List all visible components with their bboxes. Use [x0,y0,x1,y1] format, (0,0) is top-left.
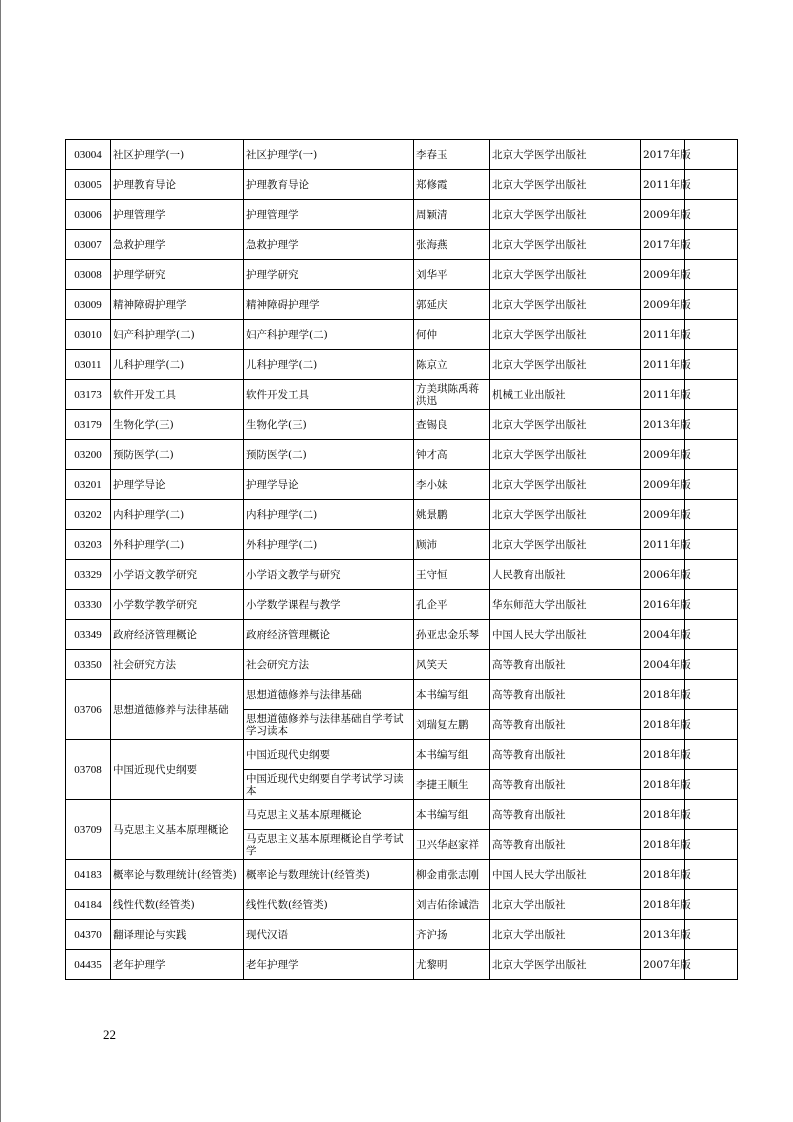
edition-cell: 2009年版 [641,500,685,530]
author-cell: 陈京立 [414,350,490,380]
course-name-cell: 思想道德修养与法律基础 [111,680,244,740]
edition-cell: 2018年版 [641,860,685,890]
author-cell: 刘吉佑徐诚浩 [414,890,490,920]
textbook-title-cell: 马克思主义基本原理概论 [244,800,414,830]
table-row [66,800,738,830]
author-cell: 顾沛 [414,530,490,560]
publisher-cell: 北京大学医学出版社 [490,290,641,320]
table-row [66,410,738,440]
course-code-cell: 03010 [66,320,111,350]
publisher-cell: 华东师范大学出版社 [490,590,641,620]
course-name-cell: 社区护理学(一) [111,140,244,170]
author-cell: 柳金甫张志刚 [414,860,490,890]
publisher-cell: 中国人民大学出版社 [490,620,641,650]
course-code-cell: 03202 [66,500,111,530]
course-name-cell: 政府经济管理概论 [111,620,244,650]
publisher-cell: 北京大学医学出版社 [490,470,641,500]
textbook-title-cell: 妇产科护理学(二) [244,320,414,350]
course-name-cell: 社会研究方法 [111,650,244,680]
textbook-title-cell: 中国近现代史纲要 [244,740,414,770]
course-code-cell: 03709 [66,800,111,860]
remarks-cell [685,500,738,530]
course-code-cell: 03708 [66,740,111,800]
course-code-cell: 03009 [66,290,111,320]
author-cell: 何仲 [414,320,490,350]
edition-cell: 2013年版 [641,410,685,440]
course-code-cell: 03008 [66,260,111,290]
textbook-title-cell: 老年护理学 [244,950,414,980]
edition-cell: 2016年版 [641,590,685,620]
edition-cell: 2004年版 [641,620,685,650]
course-name-cell: 内科护理学(二) [111,500,244,530]
author-cell: 孙亚忠金乐琴 [414,620,490,650]
textbook-title-cell: 儿科护理学(二) [244,350,414,380]
course-code-cell: 03007 [66,230,111,260]
author-cell: 王守恒 [414,560,490,590]
textbook-title-cell: 概率论与数理统计(经管类) [244,860,414,890]
publisher-cell: 高等教育出版社 [490,680,641,710]
edition-cell: 2011年版 [641,530,685,560]
remarks-cell [685,170,738,200]
author-cell: 张海燕 [414,230,490,260]
textbook-title-cell: 小学数学课程与教学 [244,590,414,620]
remarks-cell [685,770,738,800]
publisher-cell: 北京大学医学出版社 [490,230,641,260]
textbook-title-cell: 护理学研究 [244,260,414,290]
table-row [66,650,738,680]
publisher-cell: 北京大学医学出版社 [490,170,641,200]
course-name-cell: 精神障碍护理学 [111,290,244,320]
course-name-cell: 线性代数(经管类) [111,890,244,920]
publisher-cell: 高等教育出版社 [490,650,641,680]
table-row [66,440,738,470]
textbook-title-cell: 护理管理学 [244,200,414,230]
remarks-cell [685,740,738,770]
textbook-title-cell: 内科护理学(二) [244,500,414,530]
table-row [66,620,738,650]
author-cell: 卫兴华赵家祥 [414,830,490,860]
table-row [66,950,738,980]
course-code-cell: 03330 [66,590,111,620]
publisher-cell: 高等教育出版社 [490,740,641,770]
edition-cell: 2009年版 [641,200,685,230]
remarks-cell [685,230,738,260]
course-name-cell: 儿科护理学(二) [111,350,244,380]
table-row [66,590,738,620]
edition-cell: 2009年版 [641,440,685,470]
course-name-cell: 小学数学教学研究 [111,590,244,620]
course-code-cell: 03011 [66,350,111,380]
course-name-cell: 妇产科护理学(二) [111,320,244,350]
author-cell: 钟才高 [414,440,490,470]
course-name-cell: 生物化学(三) [111,410,244,440]
course-name-cell: 中国近现代史纲要 [111,740,244,800]
author-cell: 齐沪扬 [414,920,490,950]
table-row [66,200,738,230]
table-row [66,740,738,770]
publisher-cell: 北京大学出版社 [490,890,641,920]
author-cell: 本书编写组 [414,740,490,770]
table-body [66,140,738,980]
course-code-cell: 04370 [66,920,111,950]
remarks-cell [685,860,738,890]
remarks-cell [685,350,738,380]
textbook-title-cell: 思想道德修养与法律基础自学考试学习读本 [244,710,414,740]
course-name-cell: 预防医学(二) [111,440,244,470]
course-name-cell: 翻译理论与实践 [111,920,244,950]
course-name-cell: 急救护理学 [111,230,244,260]
course-code-cell: 04184 [66,890,111,920]
table-row [66,350,738,380]
publisher-cell: 人民教育出版社 [490,560,641,590]
remarks-cell [685,380,738,410]
publisher-cell: 北京大学医学出版社 [490,320,641,350]
remarks-cell [685,140,738,170]
publisher-cell: 高等教育出版社 [490,830,641,860]
remarks-cell [685,650,738,680]
course-name-cell: 护理学研究 [111,260,244,290]
course-code-cell: 03179 [66,410,111,440]
course-code-cell: 03350 [66,650,111,680]
edition-cell: 2017年版 [641,230,685,260]
remarks-cell [685,830,738,860]
edition-cell: 2009年版 [641,290,685,320]
publisher-cell: 北京大学医学出版社 [490,140,641,170]
course-name-cell: 小学语文教学研究 [111,560,244,590]
textbook-title-cell: 社区护理学(一) [244,140,414,170]
table-row [66,140,738,170]
edition-cell: 2011年版 [641,350,685,380]
publisher-cell: 北京大学医学出版社 [490,440,641,470]
author-cell: 本书编写组 [414,800,490,830]
edition-cell: 2004年版 [641,650,685,680]
textbook-title-cell: 线性代数(经管类) [244,890,414,920]
page-number: 22 [103,1027,116,1042]
remarks-cell [685,560,738,590]
course-code-cell: 03203 [66,530,111,560]
edition-cell: 2013年版 [641,920,685,950]
course-name-cell: 外科护理学(二) [111,530,244,560]
author-cell: 方美琪陈禹蒋洪迅 [414,380,490,410]
publisher-cell: 北京大学医学出版社 [490,350,641,380]
edition-cell: 2006年版 [641,560,685,590]
publisher-cell: 北京大学医学出版社 [490,200,641,230]
remarks-cell [685,260,738,290]
textbook-title-cell: 护理学导论 [244,470,414,500]
course-name-cell: 概率论与数理统计(经管类) [111,860,244,890]
table-row [66,530,738,560]
course-code-cell: 04183 [66,860,111,890]
remarks-cell [685,590,738,620]
table-row [66,860,738,890]
course-name-cell: 马克思主义基本原理概论 [111,800,244,860]
remarks-cell [685,470,738,500]
table-row [66,890,738,920]
course-code-cell: 03005 [66,170,111,200]
course-name-cell: 软件开发工具 [111,380,244,410]
author-cell: 郑修霞 [414,170,490,200]
textbook-title-cell: 软件开发工具 [244,380,414,410]
publisher-cell: 北京大学医学出版社 [490,950,641,980]
remarks-cell [685,920,738,950]
publisher-cell: 高等教育出版社 [490,770,641,800]
course-code-cell: 03006 [66,200,111,230]
course-code-cell: 04435 [66,950,111,980]
edition-cell: 2007年版 [641,950,685,980]
textbook-table [65,139,738,980]
publisher-cell: 北京大学医学出版社 [490,410,641,440]
course-name-cell: 老年护理学 [111,950,244,980]
textbook-title-cell: 护理教育导论 [244,170,414,200]
publisher-cell: 高等教育出版社 [490,800,641,830]
author-cell: 李春玉 [414,140,490,170]
edition-cell: 2018年版 [641,710,685,740]
table-row [66,500,738,530]
course-code-cell: 03173 [66,380,111,410]
textbook-title-cell: 精神障碍护理学 [244,290,414,320]
textbook-title-cell: 中国近现代史纲要自学考试学习读本 [244,770,414,800]
edition-cell: 2011年版 [641,380,685,410]
table-row [66,560,738,590]
course-name-cell: 护理学导论 [111,470,244,500]
author-cell: 刘瑞复左鹏 [414,710,490,740]
edition-cell: 2011年版 [641,170,685,200]
publisher-cell: 北京大学医学出版社 [490,260,641,290]
course-code-cell: 03329 [66,560,111,590]
remarks-cell [685,710,738,740]
author-cell: 本书编写组 [414,680,490,710]
author-cell: 李捷王顺生 [414,770,490,800]
author-cell: 李小妹 [414,470,490,500]
publisher-cell: 机械工业出版社 [490,380,641,410]
author-cell: 尤黎明 [414,950,490,980]
edition-cell: 2009年版 [641,470,685,500]
edition-cell: 2018年版 [641,680,685,710]
textbook-title-cell: 政府经济管理概论 [244,620,414,650]
table-row [66,170,738,200]
course-name-cell: 护理管理学 [111,200,244,230]
table-row [66,230,738,260]
remarks-cell [685,620,738,650]
course-code-cell: 03200 [66,440,111,470]
remarks-cell [685,890,738,920]
remarks-cell [685,410,738,440]
edition-cell: 2018年版 [641,890,685,920]
table-row [66,470,738,500]
author-cell: 风笑天 [414,650,490,680]
author-cell: 郭延庆 [414,290,490,320]
edition-cell: 2018年版 [641,740,685,770]
author-cell: 刘华平 [414,260,490,290]
publisher-cell: 中国人民大学出版社 [490,860,641,890]
textbook-title-cell: 社会研究方法 [244,650,414,680]
textbook-title-cell: 急救护理学 [244,230,414,260]
author-cell: 周颖清 [414,200,490,230]
remarks-cell [685,320,738,350]
course-code-cell: 03706 [66,680,111,740]
textbook-title-cell: 小学语文教学与研究 [244,560,414,590]
publisher-cell: 北京大学出版社 [490,920,641,950]
author-cell: 孔企平 [414,590,490,620]
textbook-title-cell: 生物化学(三) [244,410,414,440]
textbook-title-cell: 预防医学(二) [244,440,414,470]
course-code-cell: 03201 [66,470,111,500]
textbook-title-cell: 现代汉语 [244,920,414,950]
table-row [66,680,738,710]
course-name-cell: 护理教育导论 [111,170,244,200]
course-code-cell: 03004 [66,140,111,170]
table-row [66,920,738,950]
remarks-cell [685,680,738,710]
table-row [66,380,738,410]
edition-cell: 2011年版 [641,320,685,350]
edition-cell: 2018年版 [641,800,685,830]
textbook-title-cell: 外科护理学(二) [244,530,414,560]
textbook-title-cell: 马克思主义基本原理概论自学考试学 [244,830,414,860]
edition-cell: 2009年版 [641,260,685,290]
remarks-cell [685,200,738,230]
page-frame-edge [0,0,1,1122]
remarks-cell [685,530,738,560]
table-row [66,320,738,350]
course-code-cell: 03349 [66,620,111,650]
remarks-cell [685,440,738,470]
publisher-cell: 北京大学医学出版社 [490,500,641,530]
textbook-title-cell: 思想道德修养与法律基础 [244,680,414,710]
remarks-cell [685,800,738,830]
edition-cell: 2018年版 [641,770,685,800]
remarks-cell [685,290,738,320]
table-row [66,290,738,320]
publisher-cell: 高等教育出版社 [490,710,641,740]
author-cell: 姚景鹏 [414,500,490,530]
publisher-cell: 北京大学医学出版社 [490,530,641,560]
edition-cell: 2017年版 [641,140,685,170]
edition-cell: 2018年版 [641,830,685,860]
table-row [66,260,738,290]
author-cell: 查锡良 [414,410,490,440]
remarks-cell [685,950,738,980]
